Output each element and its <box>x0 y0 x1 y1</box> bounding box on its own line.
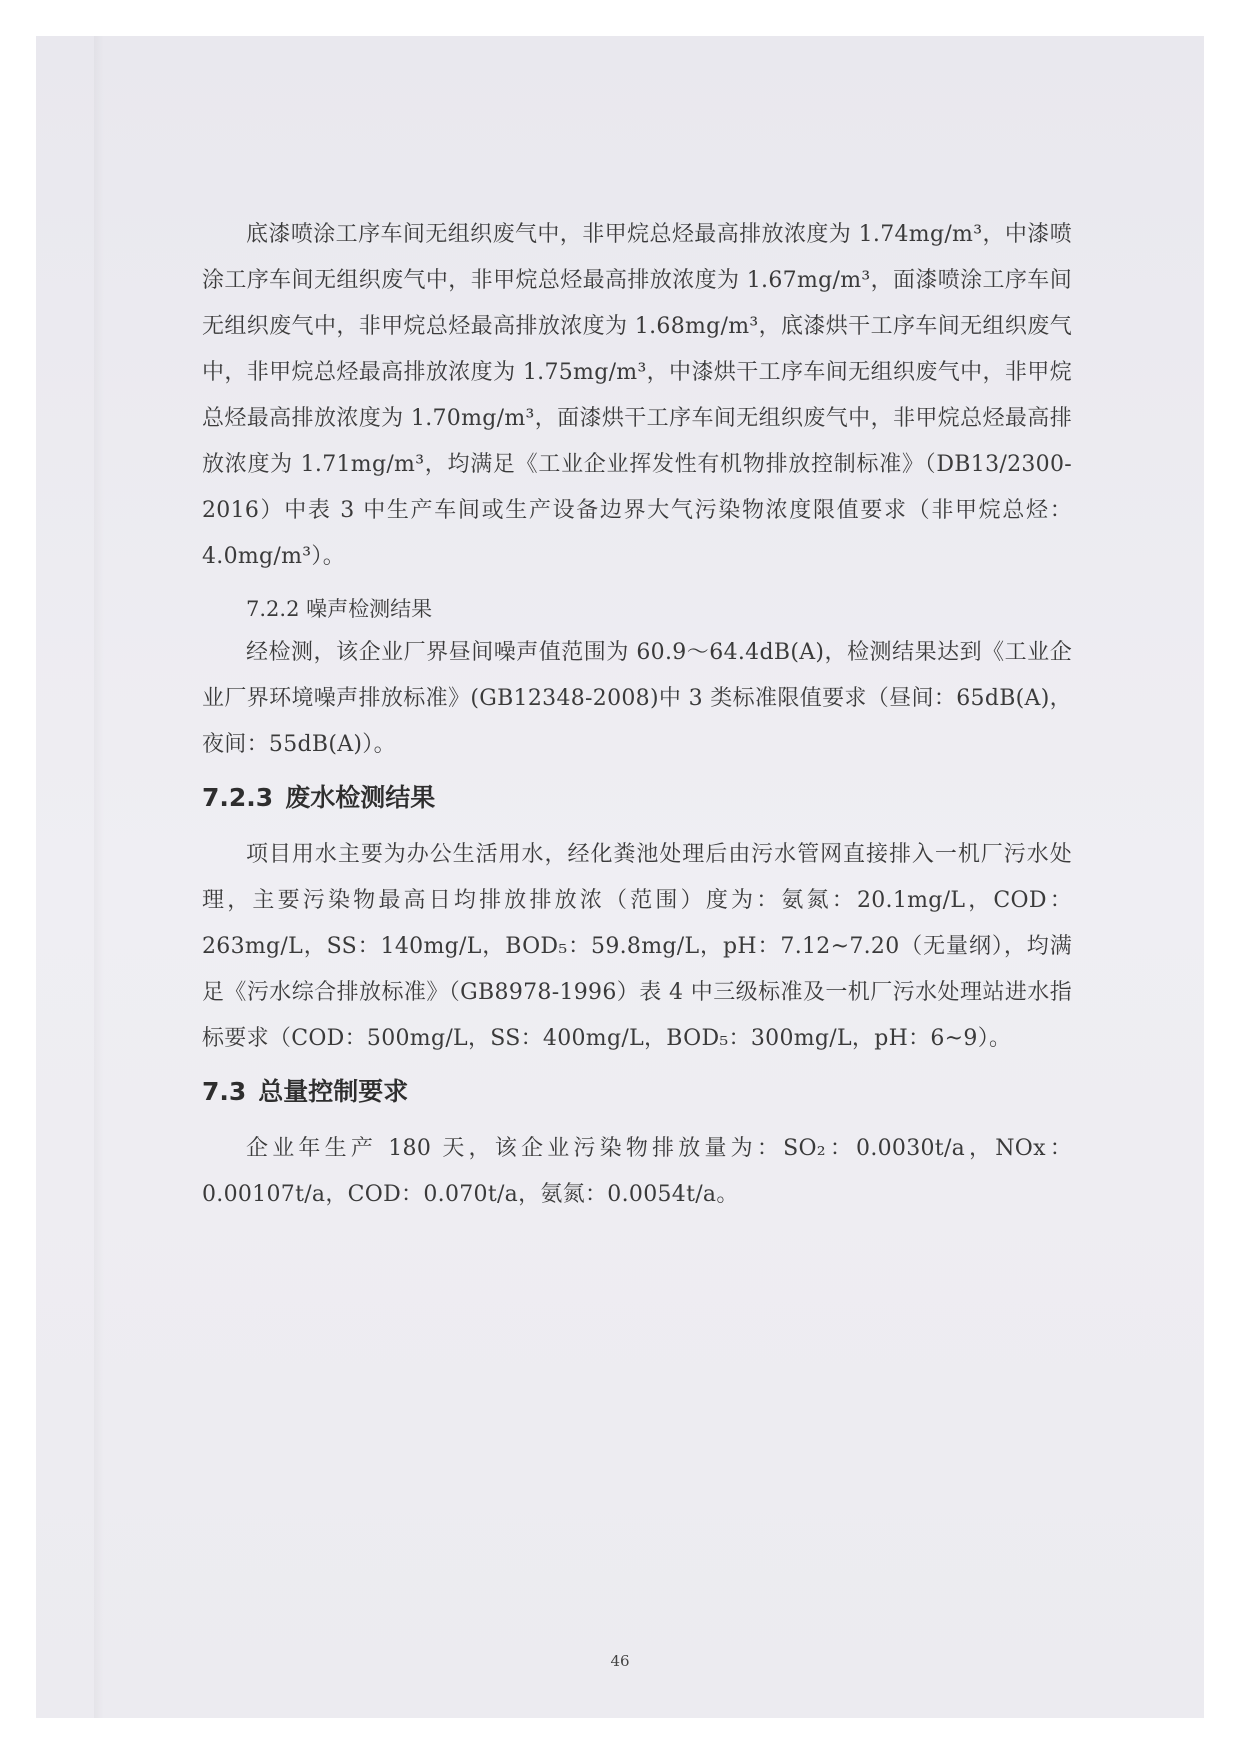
section-7-3-heading <box>202 1068 1072 1116</box>
scanned-page <box>36 36 1204 1718</box>
section-7-3-number: 7.3 <box>202 1077 247 1106</box>
paragraph-voc-emissions: 底漆喷涂工序车间无组织废气中，非甲烷总烃最高排放浓度为 1.74mg/m³，中漆喷涂工序车间无组织废气中，非甲烷总烃最高排放浓度为 1.67mg/m³，面漆喷涂工序车间无组织废气中，非甲烷总烃最高排放浓度为 1.68mg/m³，底漆烘干工序车间无组织废气中，非甲烷总烃最高排放浓度为 1.75mg/m³，中漆烘干工序车间无组织废气中，非甲烷总烃最高排放浓度为 1.70mg/m³，面漆烘干工序车间无组织废气中，非甲烷总烃最高排放浓度为 1.71mg/m³，均满足《工业企业挥发性有机物排放控制标准》（DB13/2300-2016）中表 3 中生产车间或生产设备边界大气污染物浓度限值要求（非甲烷总烃：4.0mg/m³）。 <box>202 222 1072 569</box>
section-7-2-3-number: 7.2.3 <box>202 783 274 812</box>
page-content <box>202 212 1072 1218</box>
section-7-2-3-title: 废水检测结果 <box>285 783 436 812</box>
section-7-3-text: 企业年生产 180 天，该企业污染物排放量为：SO₂：0.0030t/a，NOx：0.00107t/a，COD：0.070t/a，氨氮：0.0054t/a。 <box>202 1136 1072 1207</box>
section-7-2-2-text: 经检测，该企业厂界昼间噪声值范围为 60.9～64.4dB(A)，检测结果达到《工业企业厂界环境噪声排放标准》(GB12348-2008)中 3 类标准限值要求（昼间：65dB(A)，夜间：55dB(A)）。 <box>202 640 1072 757</box>
section-7-2-3-text: 项目用水主要为办公生活用水，经化粪池处理后由污水管网直接排入一机厂污水处理，主要污染物最高日均排放排放浓（范围）度为：氨氮：20.1mg/L，COD：263mg/L，SS：140mg/L，BOD₅：59.8mg/L，pH：7.12~7.20（无量纲），均满足《污水综合排放标准》（GB8978-1996）表 4 中三级标准及一机厂污水处理站进水指标要求（COD：500mg/L，SS：400mg/L，BOD₅：300mg/L，pH：6~9）。 <box>202 842 1072 1051</box>
section-7-2-3-heading <box>202 774 1072 822</box>
section-7-2-2-heading: 7.2.2 噪声检测结果 <box>246 597 433 621</box>
page-number: 46 <box>610 1652 630 1670</box>
section-7-3-title: 总量控制要求 <box>258 1077 409 1106</box>
